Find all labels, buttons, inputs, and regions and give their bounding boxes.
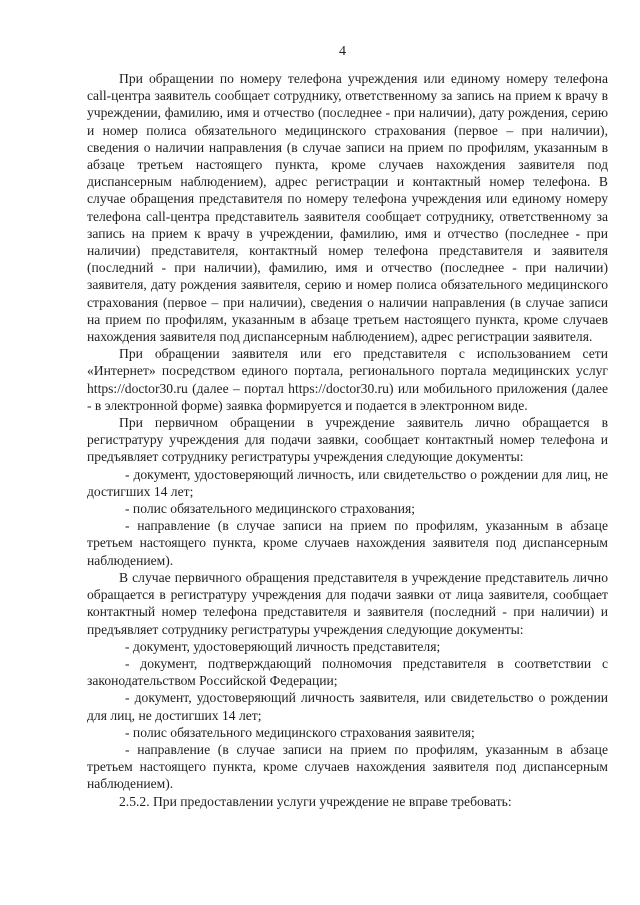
list-item-applicant-identity: - документ, удостоверяющий личность заявителя, или свидетельство о рождении для лиц, не достигших 14 лет;: [87, 690, 608, 723]
list-item-applicant-referral: - направление (в случае записи на прием по профилям, указанным в абзаце третьем настоящего пункта, кроме случаев нахождения заявителя под диспансерным наблюдением).: [87, 741, 608, 792]
list-item-representative-identity: - документ, удостоверяющий личность представителя;: [125, 638, 441, 654]
paragraph-phone-request: При обращении по номеру телефона учреждения или единому номеру телефона call-центра заявитель сообщает сотруднику, ответственному за запись на прием к врачу в учреждении, фамилию, имя и отчество (последнее - при наличии), дату рождения, серию и номер полиса обязательного медицинского страхования (первое – при наличии), сведения о наличии направления (в случае записи на прием по профилям, указанным в абзаце третьем настоящего пункта, кроме случаев нахождения заявителя под диспансерным наблюдением), адрес регистрации и контактный номер телефона. В случае обращения представителя по номеру телефона учреждения или единому номеру телефона call-центра представитель заявителя сообщает сотруднику, ответственному за запись на прием к врачу в учреждении, фамилию, имя и отчество (последнее - при наличии) представителя, контактный номер телефона представителя и заявителя (последний - при наличии), фамилию, имя и отчество (последнее - при наличии) заявителя, дату рождения заявителя, серию и номер полиса обязательного медицинского страхования (первое – при наличии), сведения о наличии направления (в случае записи на прием по профилям, указанным в абзаце третьем настоящего пункта, кроме случаев нахождения заявителя под диспансерным наблюдением), адрес регистрации заявителя.: [87, 71, 608, 345]
paragraph-first-visit: При первичном обращении в учреждение заявитель лично обращается в регистратуру учреждения для подачи заявки, сообщает контактный номер телефона и предъявляет сотруднику регистратуры учреждения следующие документы:: [87, 415, 608, 465]
list-item-insurance-policy: - полис обязательного медицинского страхования;: [125, 501, 415, 517]
list-item-referral: - направление (в случае записи на прием по профилям, указанным в абзаце третьем настоящего пункта, кроме случаев нахождения заявителя под диспансерным наблюдением).: [87, 518, 608, 568]
paragraph-internet-request: При обращении заявителя или его представителя с использованием сети «Интернет» посредством единого портала, регионального портала медицинских услуг https://doctor30.ru (далее – портал https://doctor30.ru) или мобильного приложения (далее - в электронной форме) заявка формируется и подается в электронном виде.: [87, 346, 608, 413]
paragraph-representative-first-visit: В случае первичного обращения представителя в учреждение представитель лично обращается в регистратуру учреждения для подачи заявки от лица заявителя, сообщает контактный номер телефона представителя и заявителя (последний - при наличии) и предъявляет сотруднику регистратуры учреждения следующие документы:: [87, 569, 608, 637]
list-item-applicant-insurance: - полис обязательного медицинского страхования заявителя;: [125, 724, 475, 740]
page-number: 4: [339, 44, 346, 59]
list-item-identity-document: - документ, удостоверяющий личность, или свидетельство о рождении для лиц, не достигших 14 лет;: [87, 466, 608, 499]
section-heading-2-5-2: 2.5.2. При предоставлении услуги учреждение не вправе требовать:: [119, 793, 512, 809]
list-item-representative-authority: - документ, подтверждающий полномочия представителя в соответствии с законодательством Российской Федерации;: [87, 655, 608, 689]
